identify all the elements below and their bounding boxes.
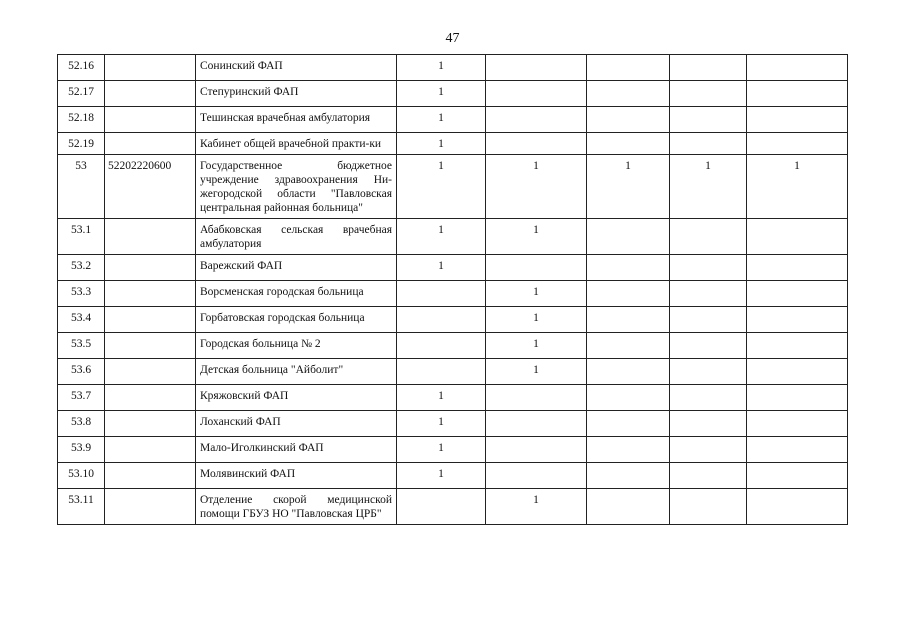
- row-col-3: [587, 107, 670, 133]
- row-number: 53: [58, 155, 105, 219]
- row-col-5: [747, 437, 848, 463]
- row-number: 52.18: [58, 107, 105, 133]
- table-row: [58, 133, 848, 155]
- table-row: [58, 155, 848, 219]
- row-code: [105, 107, 196, 133]
- page-number: 47: [445, 31, 460, 46]
- row-col-1: 1: [397, 55, 486, 81]
- row-code: [105, 411, 196, 437]
- row-col-4: 1: [670, 155, 747, 219]
- row-col-3: [587, 385, 670, 411]
- row-col-4: [670, 81, 747, 107]
- row-col-3: 1: [587, 155, 670, 219]
- row-code: [105, 255, 196, 281]
- row-col-2: 1: [486, 489, 587, 525]
- row-name: Лоханский ФАП: [196, 411, 397, 437]
- row-col-3: [587, 219, 670, 255]
- row-number: 53.4: [58, 307, 105, 333]
- row-number: 53.10: [58, 463, 105, 489]
- row-col-2: 1: [486, 281, 587, 307]
- row-col-1: 1: [397, 155, 486, 219]
- row-number: 53.7: [58, 385, 105, 411]
- row-col-3: [587, 359, 670, 385]
- row-name: Молявинский ФАП: [196, 463, 397, 489]
- row-col-1: [397, 333, 486, 359]
- table-row: [58, 55, 848, 81]
- row-col-2: [486, 133, 587, 155]
- row-col-5: [747, 219, 848, 255]
- row-col-2: 1: [486, 307, 587, 333]
- row-code: [105, 81, 196, 107]
- row-number: 53.9: [58, 437, 105, 463]
- row-col-5: [747, 281, 848, 307]
- row-name: Кабинет общей врачебной практи-ки: [196, 133, 397, 155]
- row-col-2: [486, 385, 587, 411]
- row-col-2: [486, 107, 587, 133]
- row-col-1: 1: [397, 255, 486, 281]
- row-col-2: 1: [486, 359, 587, 385]
- row-col-3: [587, 437, 670, 463]
- row-col-2: [486, 463, 587, 489]
- row-col-4: [670, 107, 747, 133]
- row-code: [105, 219, 196, 255]
- row-number: 53.6: [58, 359, 105, 385]
- row-col-1: 1: [397, 107, 486, 133]
- row-number: 52.17: [58, 81, 105, 107]
- row-col-3: [587, 255, 670, 281]
- row-number: 53.11: [58, 489, 105, 525]
- row-col-4: [670, 437, 747, 463]
- row-col-5: [747, 333, 848, 359]
- row-number: 53.2: [58, 255, 105, 281]
- row-code: 52202220600: [105, 155, 196, 219]
- row-code: [105, 133, 196, 155]
- table-row: [58, 333, 848, 359]
- row-col-5: [747, 81, 848, 107]
- table-row: [58, 307, 848, 333]
- row-col-2: 1: [486, 219, 587, 255]
- row-col-3: [587, 281, 670, 307]
- row-col-4: [670, 281, 747, 307]
- row-code: [105, 437, 196, 463]
- row-col-3: [587, 55, 670, 81]
- row-col-1: [397, 489, 486, 525]
- table-row: [58, 411, 848, 437]
- table-row: [58, 385, 848, 411]
- row-col-1: 1: [397, 385, 486, 411]
- row-col-4: [670, 385, 747, 411]
- row-col-5: [747, 255, 848, 281]
- table-row: [58, 107, 848, 133]
- row-col-3: [587, 307, 670, 333]
- table-row: [58, 359, 848, 385]
- row-number: 53.3: [58, 281, 105, 307]
- row-col-5: [747, 307, 848, 333]
- row-col-4: [670, 463, 747, 489]
- row-number: 53.1: [58, 219, 105, 255]
- row-col-1: 1: [397, 81, 486, 107]
- table-body: [58, 55, 848, 525]
- row-col-2: [486, 437, 587, 463]
- row-col-3: [587, 81, 670, 107]
- row-col-4: [670, 489, 747, 525]
- row-code: [105, 385, 196, 411]
- row-col-4: [670, 55, 747, 81]
- row-col-5: 1: [747, 155, 848, 219]
- table-row: [58, 255, 848, 281]
- row-number: 53.5: [58, 333, 105, 359]
- row-col-5: [747, 55, 848, 81]
- row-name: Государственное бюджетное учреждение здравоохранения Ни-жегородской области "Павловская центральная районная больница": [196, 155, 397, 219]
- row-name: Абабковская сельская врачебная амбулатория: [196, 219, 397, 255]
- row-col-5: [747, 489, 848, 525]
- row-col-5: [747, 385, 848, 411]
- row-col-4: [670, 411, 747, 437]
- row-col-2: [486, 81, 587, 107]
- row-number: 53.8: [58, 411, 105, 437]
- row-col-5: [747, 359, 848, 385]
- row-col-4: [670, 359, 747, 385]
- table-row: [58, 219, 848, 255]
- row-name: Тешинская врачебная амбулатория: [196, 107, 397, 133]
- table-row: [58, 463, 848, 489]
- row-code: [105, 463, 196, 489]
- table-row: [58, 281, 848, 307]
- table-row: [58, 437, 848, 463]
- row-name: Степуринский ФАП: [196, 81, 397, 107]
- row-col-3: [587, 133, 670, 155]
- row-col-5: [747, 411, 848, 437]
- row-name: Варежский ФАП: [196, 255, 397, 281]
- table-row: [58, 81, 848, 107]
- row-name: Мало-Иголкинский ФАП: [196, 437, 397, 463]
- row-col-4: [670, 133, 747, 155]
- row-code: [105, 307, 196, 333]
- row-col-3: [587, 489, 670, 525]
- row-col-1: 1: [397, 463, 486, 489]
- row-number: 52.19: [58, 133, 105, 155]
- row-col-3: [587, 463, 670, 489]
- table-row: [58, 489, 848, 525]
- row-code: [105, 281, 196, 307]
- row-col-4: [670, 333, 747, 359]
- row-name: Сонинский ФАП: [196, 55, 397, 81]
- row-col-4: [670, 219, 747, 255]
- row-col-1: 1: [397, 411, 486, 437]
- row-name: Ворсменская городская больница: [196, 281, 397, 307]
- row-code: [105, 333, 196, 359]
- row-col-2: 1: [486, 155, 587, 219]
- row-col-4: [670, 307, 747, 333]
- row-col-1: [397, 359, 486, 385]
- row-name: Городская больница № 2: [196, 333, 397, 359]
- row-code: [105, 55, 196, 81]
- row-col-5: [747, 133, 848, 155]
- row-col-5: [747, 107, 848, 133]
- row-number: 52.16: [58, 55, 105, 81]
- row-col-1: 1: [397, 133, 486, 155]
- row-name: Отделение скорой медицинской помощи ГБУЗ НО "Павловская ЦРБ": [196, 489, 397, 525]
- row-col-2: [486, 55, 587, 81]
- row-name: Кряжовский ФАП: [196, 385, 397, 411]
- row-col-1: [397, 281, 486, 307]
- row-code: [105, 359, 196, 385]
- row-col-1: 1: [397, 219, 486, 255]
- row-col-1: [397, 307, 486, 333]
- row-code: [105, 489, 196, 525]
- row-col-2: [486, 255, 587, 281]
- row-col-5: [747, 463, 848, 489]
- row-col-3: [587, 411, 670, 437]
- row-col-4: [670, 255, 747, 281]
- row-col-2: 1: [486, 333, 587, 359]
- row-col-1: 1: [397, 437, 486, 463]
- row-name: Горбатовская городская больница: [196, 307, 397, 333]
- facilities-table: [57, 54, 848, 525]
- row-col-2: [486, 411, 587, 437]
- row-name: Детская больница "Айболит": [196, 359, 397, 385]
- row-col-3: [587, 333, 670, 359]
